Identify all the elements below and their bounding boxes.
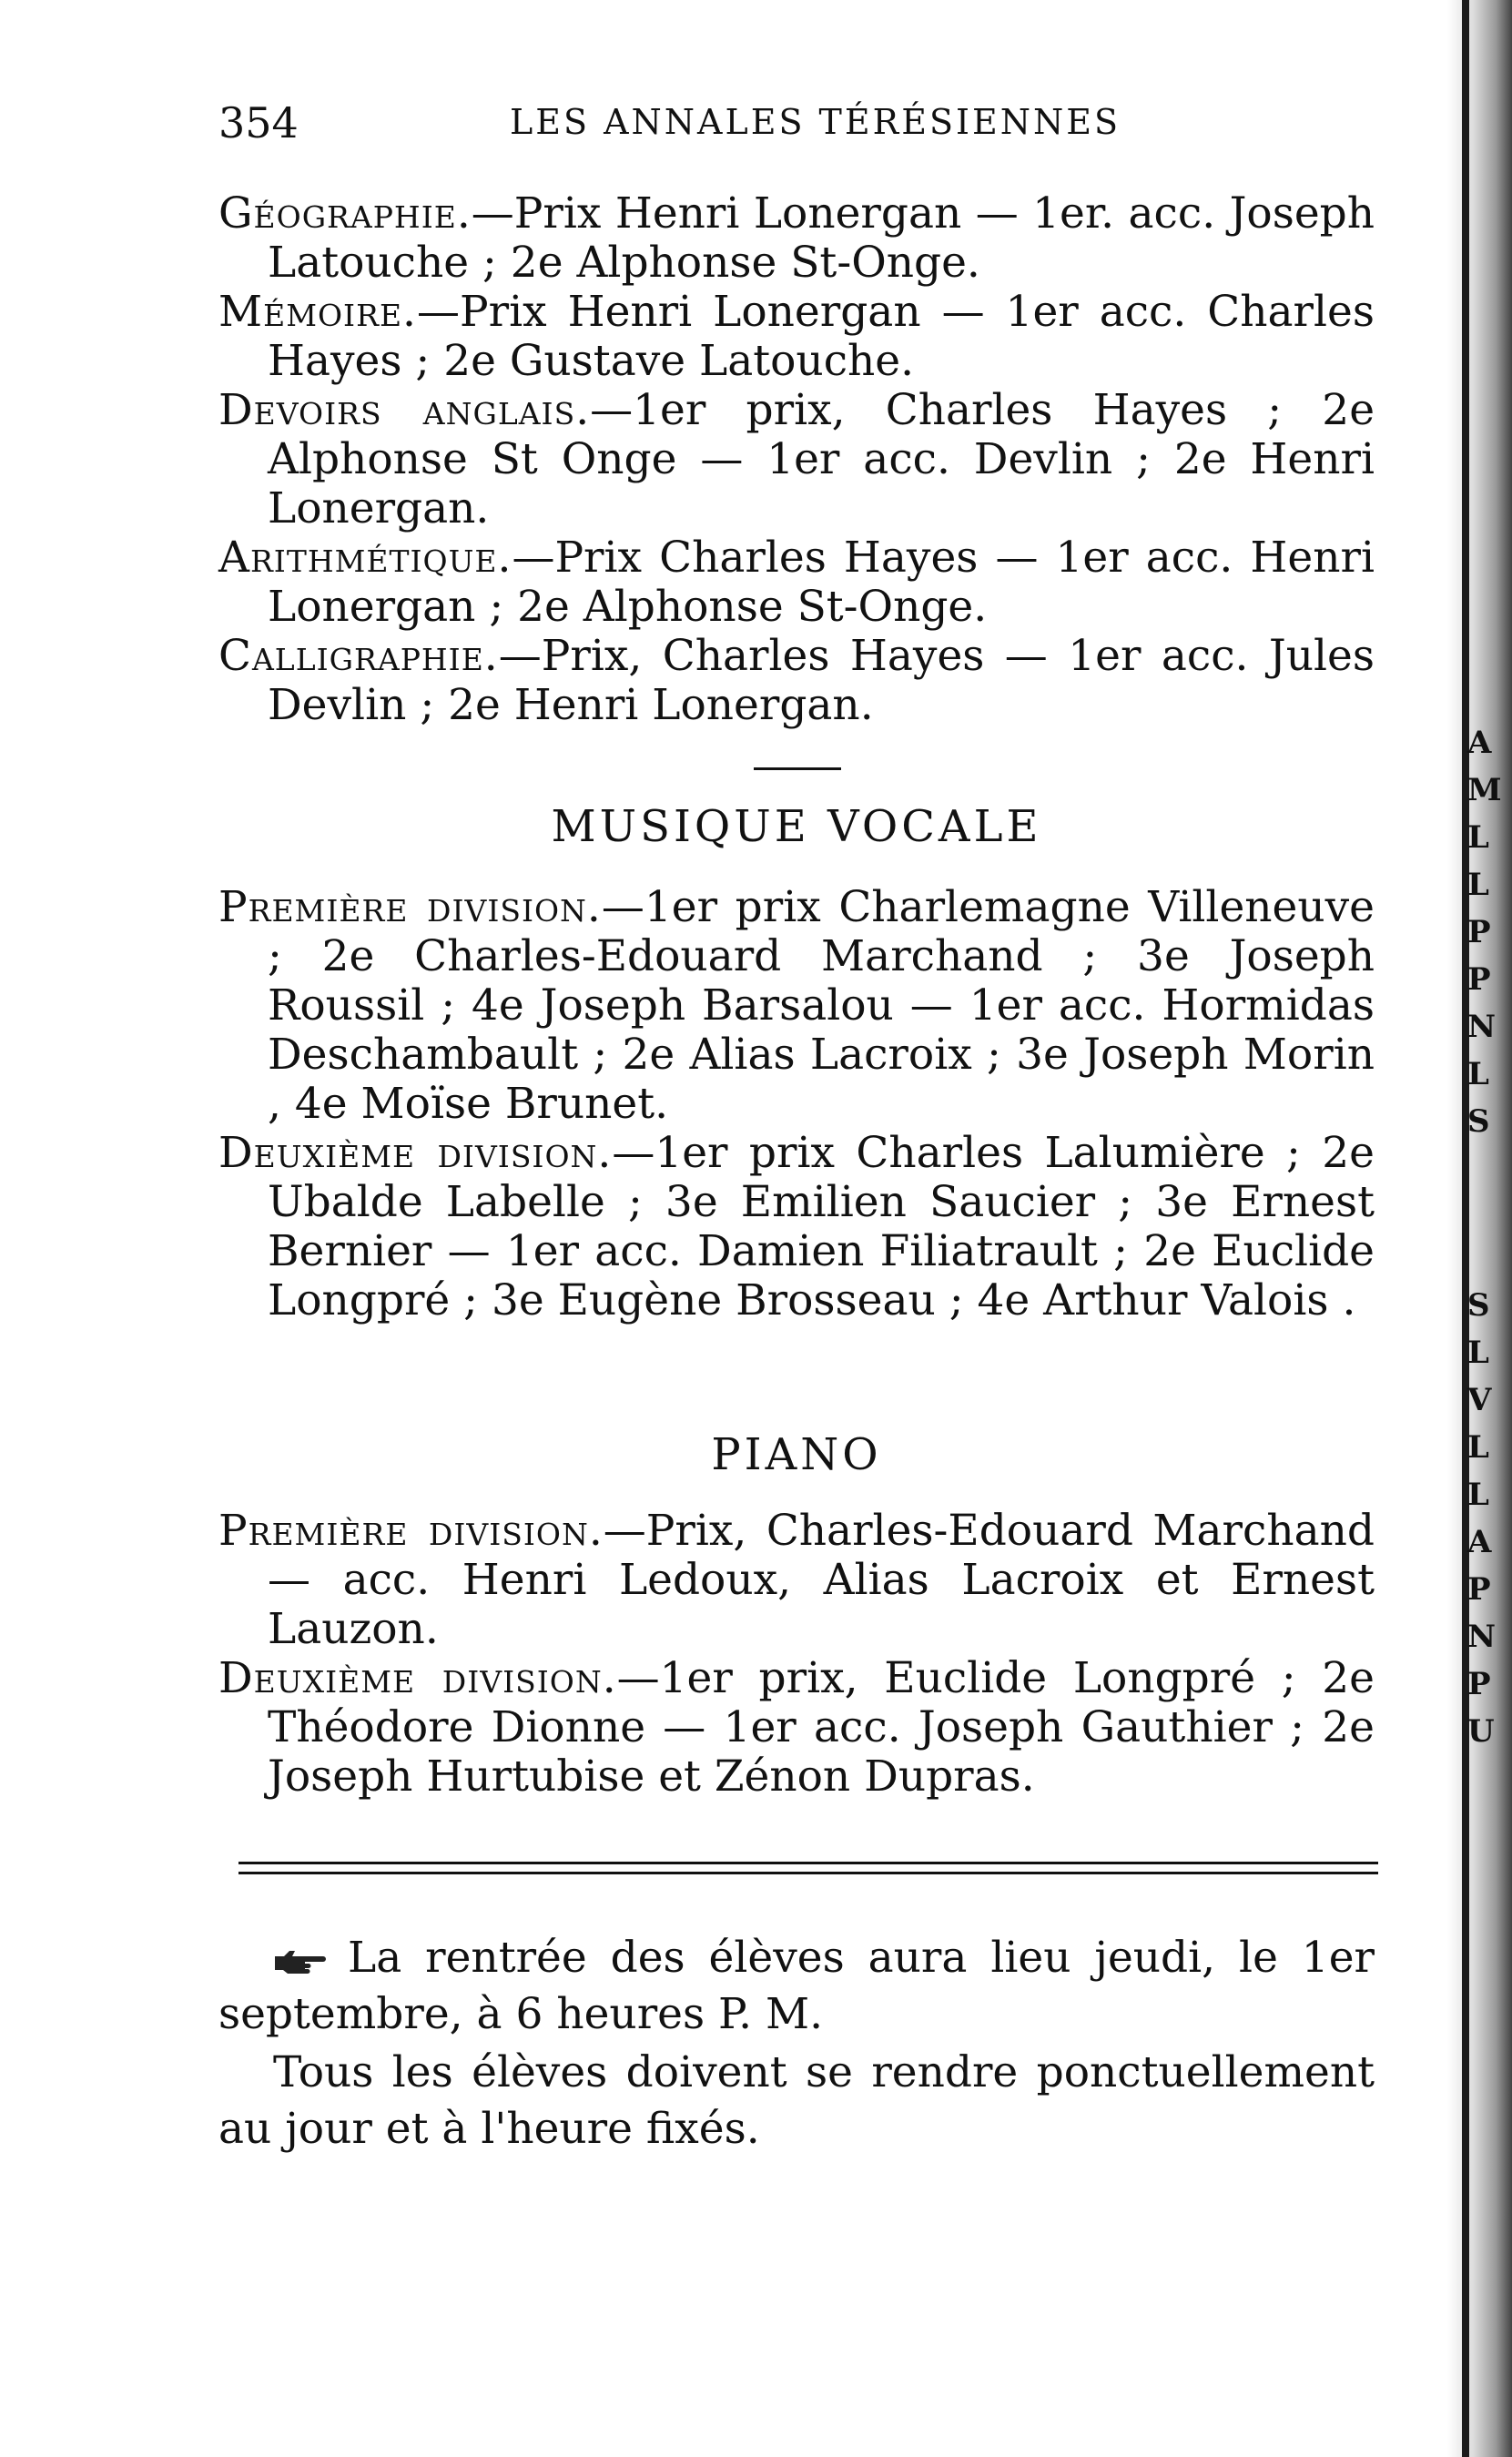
- margin-letter: S: [1467, 1103, 1490, 1140]
- section-divider: [754, 767, 841, 770]
- margin-letter: M: [1467, 772, 1502, 808]
- division-label: Première division.: [218, 882, 602, 932]
- margin-letter: L: [1467, 1335, 1489, 1371]
- piano-list: [218, 1507, 1375, 1802]
- notice-line-rentree: [218, 1930, 1375, 2043]
- margin-letter: U: [1467, 1713, 1495, 1750]
- margin-letter: P: [1467, 914, 1491, 950]
- musique-vocale-heading: MUSIQUE VOCALE: [551, 801, 1042, 852]
- music-entry-premiere: [218, 883, 1375, 1129]
- margin-letter: L: [1467, 819, 1489, 856]
- margin-letter: P: [1467, 961, 1491, 998]
- division-label: Deuxième division.: [218, 1128, 613, 1178]
- page-number: 354: [218, 98, 299, 147]
- subject-label: Devoirs anglais.: [218, 385, 591, 435]
- entry-text: —1er prix Charles Lalumière ; 2e Ubalde Labelle ; 3e Emilien Saucier ; 3e Ernest Bernier — 1er acc. Damien Filiatrault ; 2e Euclide Longpré ; 3e Eugène Brosseau ; 4e Arthur Valois .: [268, 1128, 1375, 1325]
- margin-letter: L: [1467, 1056, 1489, 1092]
- double-rule-divider: [238, 1862, 1378, 1874]
- margin-letter: N: [1467, 1009, 1497, 1045]
- prize-text: —Prix, Charles Hayes — 1er acc. Jules Devlin ; 2e Henri Lonergan.: [268, 631, 1375, 730]
- margin-letter: L: [1467, 1429, 1489, 1466]
- subject-label: Calligraphie.: [218, 631, 499, 681]
- notice-line-ponctuel: [218, 2045, 1375, 2157]
- prize-text: —1er prix, Charles Hayes ; 2e Alphonse St Onge — 1er acc. Devlin ; 2e Henri Lonergan.: [268, 385, 1375, 533]
- subject-label: Arithmétique.: [218, 533, 512, 583]
- prize-entry-arithmetique: [218, 533, 1375, 632]
- prize-entry-devoirs-anglais: [218, 386, 1375, 533]
- prize-text: —Prix Henri Lonergan — 1er. acc. Joseph Latouche ; 2e Alphonse St-Onge.: [268, 188, 1375, 288]
- prize-text: —Prix Charles Hayes — 1er acc. Henri Lonergan ; 2e Alphonse St-Onge.: [268, 533, 1375, 632]
- prize-list: [218, 189, 1375, 730]
- entry-text: —1er prix, Euclide Longpré ; 2e Théodore Dionne — 1er acc. Joseph Gauthier ; 2e Joseph Hurtubise et Zénon Dupras.: [268, 1653, 1375, 1802]
- music-entry-deuxieme: [218, 1129, 1375, 1325]
- margin-letter: P: [1467, 1571, 1491, 1608]
- notice-text-2: Tous les élèves doivent se rendre ponctuellement au jour et à l'heure fixés.: [218, 2047, 1375, 2154]
- margin-letter: V: [1467, 1382, 1492, 1418]
- entry-text: —1er prix Charlemagne Villeneuve ; 2e Charles-Edouard Marchand ; 3e Joseph Roussil ; 4e Joseph Barsalou — 1er acc. Hormidas Deschambault ; 2e Alias Lacroix ; 3e Joseph Morin , 4e Moïse Brunet.: [268, 882, 1375, 1129]
- subject-label: Géographie.: [218, 188, 472, 239]
- division-label: Première division.: [218, 1506, 604, 1556]
- piano-entry-premiere: [218, 1507, 1375, 1654]
- running-title: LES ANNALES TÉRÉSIENNES: [510, 102, 1121, 142]
- subject-label: Mémoire.: [218, 287, 417, 337]
- page-header: [218, 98, 1375, 153]
- pointing-hand-icon: [273, 1947, 328, 1975]
- piano-heading: PIANO: [711, 1429, 882, 1480]
- margin-letter: A: [1467, 1524, 1492, 1560]
- prize-text: —Prix Henri Lonergan — 1er acc. Charles Hayes ; 2e Gustave Latouche.: [268, 287, 1375, 386]
- prize-entry-geographie: [218, 189, 1375, 288]
- margin-letter: P: [1467, 1666, 1491, 1702]
- notice-text-1: La rentrée des élèves aura lieu jeudi, le 1er septembre, à 6 heures P. M.: [218, 1933, 1375, 2039]
- notice-block: [218, 1930, 1375, 2159]
- prize-entry-memoire: [218, 288, 1375, 386]
- prize-entry-calligraphie: [218, 632, 1375, 730]
- musique-vocale-list: [218, 883, 1375, 1325]
- piano-entry-deuxieme: [218, 1654, 1375, 1802]
- margin-letter: L: [1467, 1477, 1489, 1513]
- adjacent-page-fragments: [1467, 719, 1512, 1755]
- margin-letter: S: [1467, 1287, 1490, 1324]
- division-label: Deuxième division.: [218, 1653, 617, 1703]
- entry-text: —Prix, Charles-Edouard Marchand — acc. Henri Ledoux, Alias Lacroix et Ernest Lauzon.: [268, 1506, 1375, 1654]
- margin-letter: A: [1467, 725, 1492, 761]
- margin-letter: L: [1467, 867, 1489, 903]
- margin-letter: N: [1467, 1619, 1497, 1655]
